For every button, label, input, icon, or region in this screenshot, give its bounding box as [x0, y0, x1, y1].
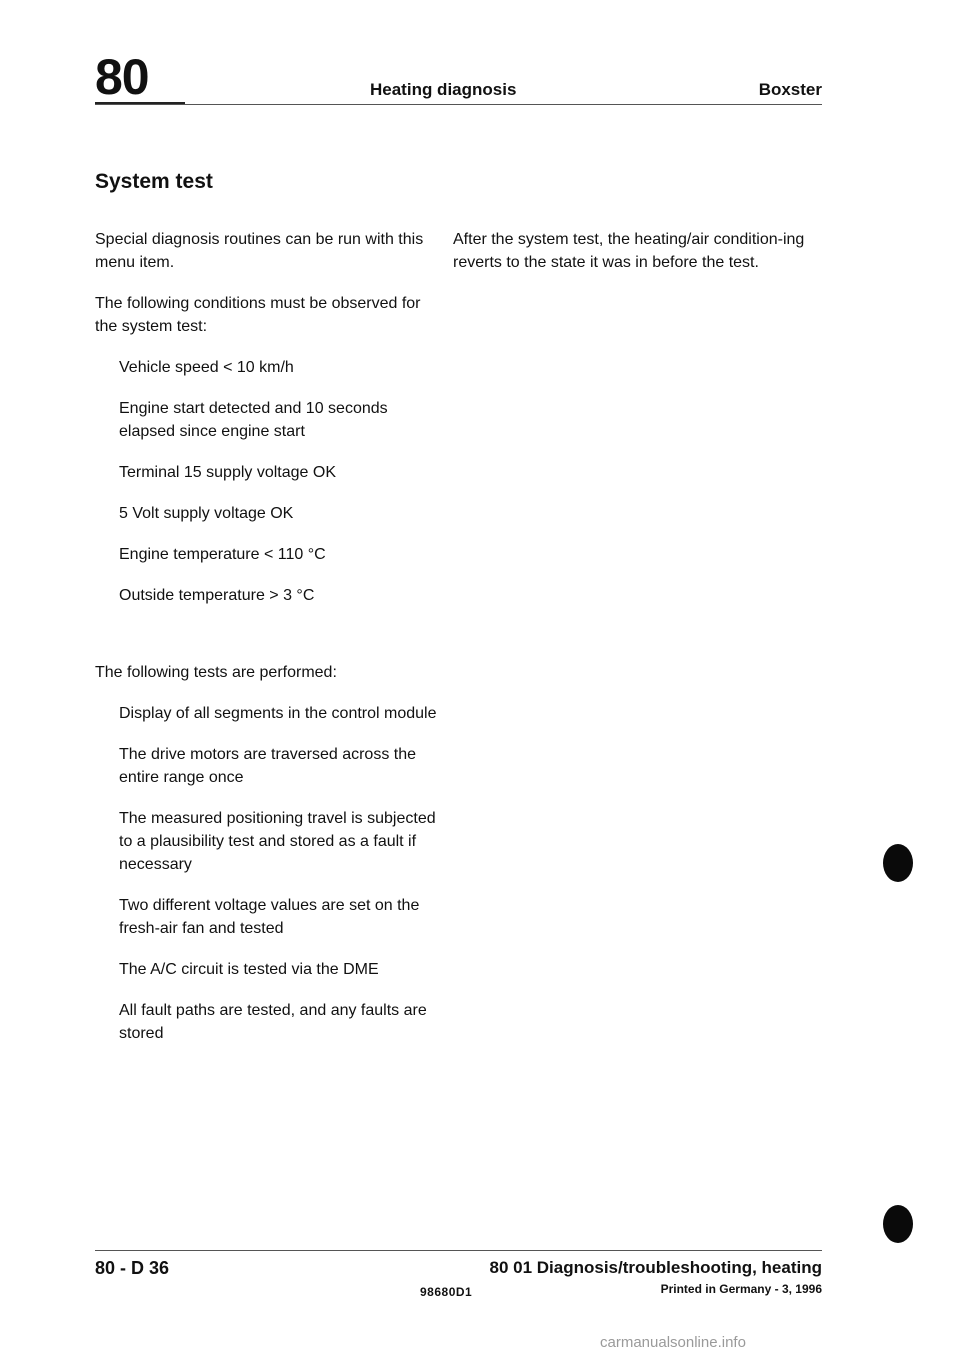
chapter-title: 80 01 Diagnosis/troubleshooting, heating — [489, 1258, 822, 1277]
header-model: Boxster — [758, 80, 822, 99]
footer-rule — [95, 1250, 822, 1251]
test-item: Display of all segments in the control module — [119, 705, 437, 722]
test-item: The drive motors are traversed across the entire range once — [119, 746, 417, 786]
test-item: All fault paths are tested, and any faults are stored — [119, 1002, 427, 1042]
test-item: The A/C circuit is tested via the DME — [119, 961, 379, 978]
conditions-list — [119, 356, 440, 607]
header-title: Heating diagnosis — [370, 80, 517, 99]
binder-hole-dot — [883, 844, 913, 882]
right-paragraph: After the system test, the heating/air condition-ing reverts to the state it was in before the test. — [453, 231, 805, 271]
tests-intro: The following tests are performed: — [95, 664, 337, 681]
condition-item: 5 Volt supply voltage OK — [119, 505, 294, 522]
condition-item: Terminal 15 supply voltage OK — [119, 464, 336, 481]
test-item: The measured positioning travel is subjected to a plausibility test and stored as a fault if necessary — [119, 810, 436, 873]
conditions-intro: The following conditions must be observed for the system test: — [95, 295, 421, 335]
watermark: carmanualsonline.info — [600, 1334, 746, 1351]
header-rule — [95, 104, 822, 105]
right-column — [453, 228, 823, 292]
document-code: 98680D1 — [420, 1285, 473, 1299]
condition-item: Outside temperature > 3 °C — [119, 587, 315, 604]
intro-paragraph: Special diagnosis routines can be run with this menu item. — [95, 231, 424, 271]
tests-list — [119, 702, 440, 1045]
binder-hole-dot — [883, 1205, 913, 1243]
page-number: 80 - D 36 — [95, 1258, 170, 1278]
test-item: Two different voltage values are set on the fresh-air fan and tested — [119, 897, 420, 937]
print-info: Printed in Germany - 3, 1996 — [660, 1282, 822, 1296]
condition-item: Engine temperature < 110 °C — [119, 546, 326, 563]
spacer — [95, 625, 440, 661]
section-title: System test — [95, 170, 213, 193]
condition-item: Engine start detected and 10 seconds elapsed since engine start — [119, 400, 388, 440]
section-number: 80 — [95, 49, 149, 105]
left-column — [95, 228, 440, 1063]
condition-item: Vehicle speed < 10 km/h — [119, 359, 294, 376]
